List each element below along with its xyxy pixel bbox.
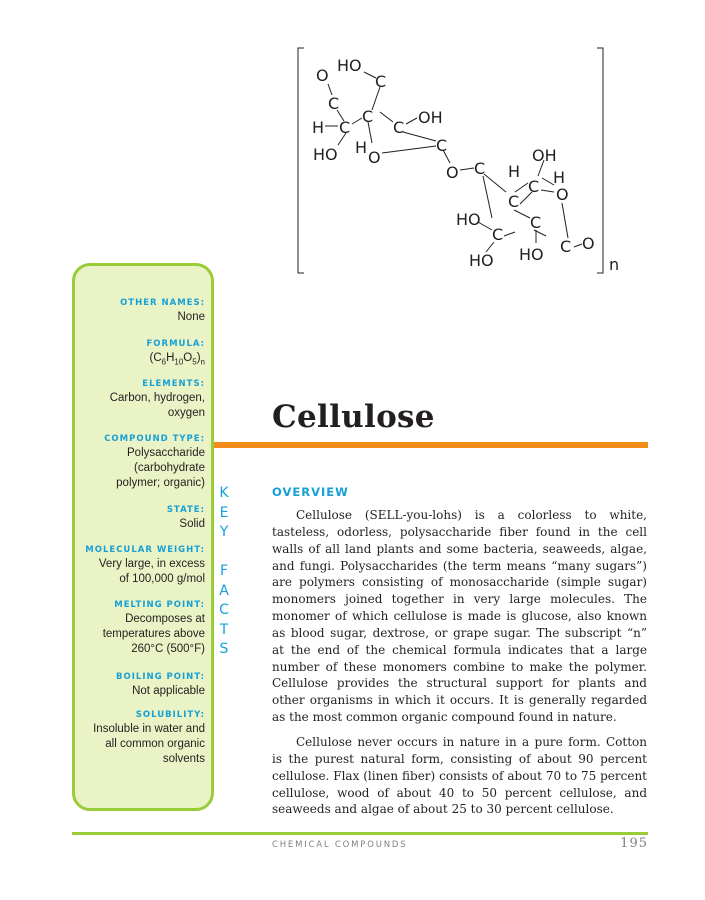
bond bbox=[562, 203, 568, 238]
paragraph: Cellulose (SELL-you-lohs) is a colorless to white, tasteless, odorless, polysaccharide fiber found in the cell walls of all land plants and some bacteria, seaweeds, algae, and fungi. Polysaccharides (the term means “many sugars”) are polymers consisting of monosaccharide (simple sugar) monomers joined together in very large molecules. The monomer of which cellulose is made is glucose, also known as blood sugar, dextrose, or grape sugar. The subscript “n” at the end of the chemical formula indicates that a large number of these monomers combine to make the polymer. Cellulose provides the structural support for plants and other organisms in which it occurs. It is generally regarded as the most common organic compound found in nature. bbox=[272, 508, 647, 725]
key-facts-letter: F bbox=[219, 563, 229, 579]
fact-value: (carbohydrate bbox=[134, 462, 205, 474]
atom-c: C bbox=[328, 94, 340, 113]
fact-value: of 100,000 g/mol bbox=[119, 573, 205, 585]
fact-label: MELTING POINT: bbox=[114, 600, 205, 610]
atom-ho: HO bbox=[456, 210, 481, 229]
atom-c: C bbox=[528, 177, 540, 196]
footer-divider bbox=[72, 832, 648, 835]
right-bracket bbox=[597, 48, 603, 273]
formula-o: O bbox=[183, 352, 193, 364]
atom-ho: HO bbox=[313, 145, 338, 164]
polymer-subscript-n: n bbox=[609, 255, 620, 274]
bond bbox=[574, 244, 582, 247]
bond bbox=[514, 210, 530, 218]
fact-value: oxygen bbox=[167, 407, 205, 419]
bond bbox=[504, 232, 515, 236]
fact-value: Polysaccharide bbox=[127, 447, 205, 459]
title-divider bbox=[214, 442, 648, 448]
atom-h: H bbox=[553, 168, 566, 187]
atom-o: O bbox=[556, 185, 569, 204]
atom-h: H bbox=[508, 162, 521, 181]
atom-oh: OH bbox=[532, 146, 557, 165]
atom-c: C bbox=[362, 107, 374, 126]
atom-c: C bbox=[530, 213, 542, 232]
fact-label: SOLUBILITY: bbox=[135, 710, 205, 720]
fact-elements bbox=[71, 378, 205, 421]
fact-value: temperatures above bbox=[102, 628, 205, 640]
atom-c: C bbox=[339, 118, 351, 137]
running-footer: CHEMICAL COMPOUNDS bbox=[272, 840, 408, 850]
fact-label: STATE: bbox=[166, 505, 205, 515]
fact-molecular-weight bbox=[71, 544, 205, 587]
atom-h: H bbox=[312, 118, 325, 137]
bond bbox=[403, 132, 436, 141]
formula-h-sub: 10 bbox=[174, 357, 184, 367]
atom-c: C bbox=[492, 225, 504, 244]
bond bbox=[406, 118, 417, 124]
fact-value: solvents bbox=[162, 753, 205, 765]
fact-value: polymer; organic) bbox=[116, 477, 205, 489]
fact-value: Decomposes at bbox=[125, 613, 205, 625]
key-facts-letter: T bbox=[219, 621, 229, 638]
atom-c: C bbox=[393, 118, 405, 137]
atom-o: O bbox=[368, 148, 381, 167]
fact-state bbox=[71, 504, 205, 532]
bond bbox=[515, 183, 528, 192]
fact-label: BOILING POINT: bbox=[116, 672, 205, 682]
formula-c: C bbox=[153, 352, 162, 364]
atom-c: C bbox=[436, 136, 448, 155]
bond bbox=[352, 118, 362, 124]
fact-label: OTHER NAMES: bbox=[120, 298, 205, 308]
fact-value: Very large, in excess bbox=[98, 558, 205, 570]
atom-h: H bbox=[355, 138, 368, 157]
formula-n-sub: n bbox=[200, 357, 205, 367]
key-facts-letter: K bbox=[219, 485, 229, 501]
key-facts-letter: A bbox=[219, 582, 229, 599]
fact-value: all common organic bbox=[105, 738, 205, 750]
key-facts-letter: C bbox=[219, 602, 229, 618]
atom-o: O bbox=[446, 163, 459, 182]
key-facts-sidebar bbox=[72, 263, 214, 811]
atom-ho: HO bbox=[469, 251, 494, 270]
fact-value: 260°C (500°F) bbox=[131, 643, 205, 655]
fact-value: None bbox=[177, 311, 205, 323]
bond bbox=[484, 174, 506, 192]
atom-c: C bbox=[375, 72, 387, 91]
page-title: Cellulose bbox=[272, 399, 435, 435]
cellulose-structure-diagram bbox=[280, 40, 640, 280]
fact-solubility bbox=[71, 709, 205, 767]
atom-ho: HO bbox=[337, 56, 362, 75]
key-facts-letter: E bbox=[219, 504, 229, 521]
atom-c: C bbox=[560, 237, 572, 256]
fact-melting-point bbox=[71, 599, 205, 657]
formula-value: $(C_6H_{10}O_5)_n$ bbox=[149, 352, 205, 367]
atom-c: C bbox=[508, 192, 520, 211]
fact-value: Solid bbox=[179, 518, 205, 530]
fact-label: COMPOUND TYPE: bbox=[104, 434, 205, 444]
bond bbox=[382, 146, 436, 153]
fact-formula bbox=[71, 338, 205, 369]
fact-label: ELEMENTS: bbox=[142, 379, 205, 389]
page-number: 195 bbox=[620, 836, 648, 851]
atom-ho: HO bbox=[519, 245, 544, 264]
left-bracket bbox=[298, 48, 304, 273]
key-facts-spacer bbox=[214, 543, 234, 563]
fact-value: Not applicable bbox=[132, 685, 205, 697]
atom-oh: OH bbox=[418, 108, 443, 127]
formula-h: H bbox=[166, 352, 175, 364]
atom-o: O bbox=[316, 66, 329, 85]
fact-label: MOLECULAR WEIGHT: bbox=[85, 545, 205, 555]
bond bbox=[380, 112, 393, 122]
atom-c: C bbox=[474, 159, 486, 178]
bond bbox=[460, 168, 474, 170]
bond bbox=[483, 176, 492, 218]
fact-value: Carbon, hydrogen, bbox=[109, 392, 205, 404]
fact-boiling-point bbox=[71, 671, 205, 699]
key-facts-letter: S bbox=[219, 641, 229, 657]
key-facts-letter: Y bbox=[219, 524, 229, 540]
fact-label: FORMULA: bbox=[146, 339, 205, 349]
paragraph: Cellulose never occurs in nature in a pure form. Cotton is the purest natural form, consisting of about 90 percent cellulose. Flax (linen fiber) consists of about 70 to 75 percent cellulose, wood of about 40 to 50 percent cellulose, and seaweeds and algae of about 25 to 30 percent cellulose. bbox=[272, 735, 647, 817]
key-facts-vertical-title bbox=[214, 484, 234, 660]
formula-c-sub: 6 bbox=[161, 357, 167, 367]
formula-o-sub: 5 bbox=[192, 357, 197, 367]
fact-value: Insoluble in water and bbox=[93, 723, 205, 735]
atom-o: O bbox=[582, 234, 595, 253]
fact-compound-type bbox=[71, 433, 205, 491]
overview-heading: OVERVIEW bbox=[272, 485, 349, 499]
fact-other-names bbox=[71, 297, 205, 325]
bond bbox=[541, 190, 554, 192]
